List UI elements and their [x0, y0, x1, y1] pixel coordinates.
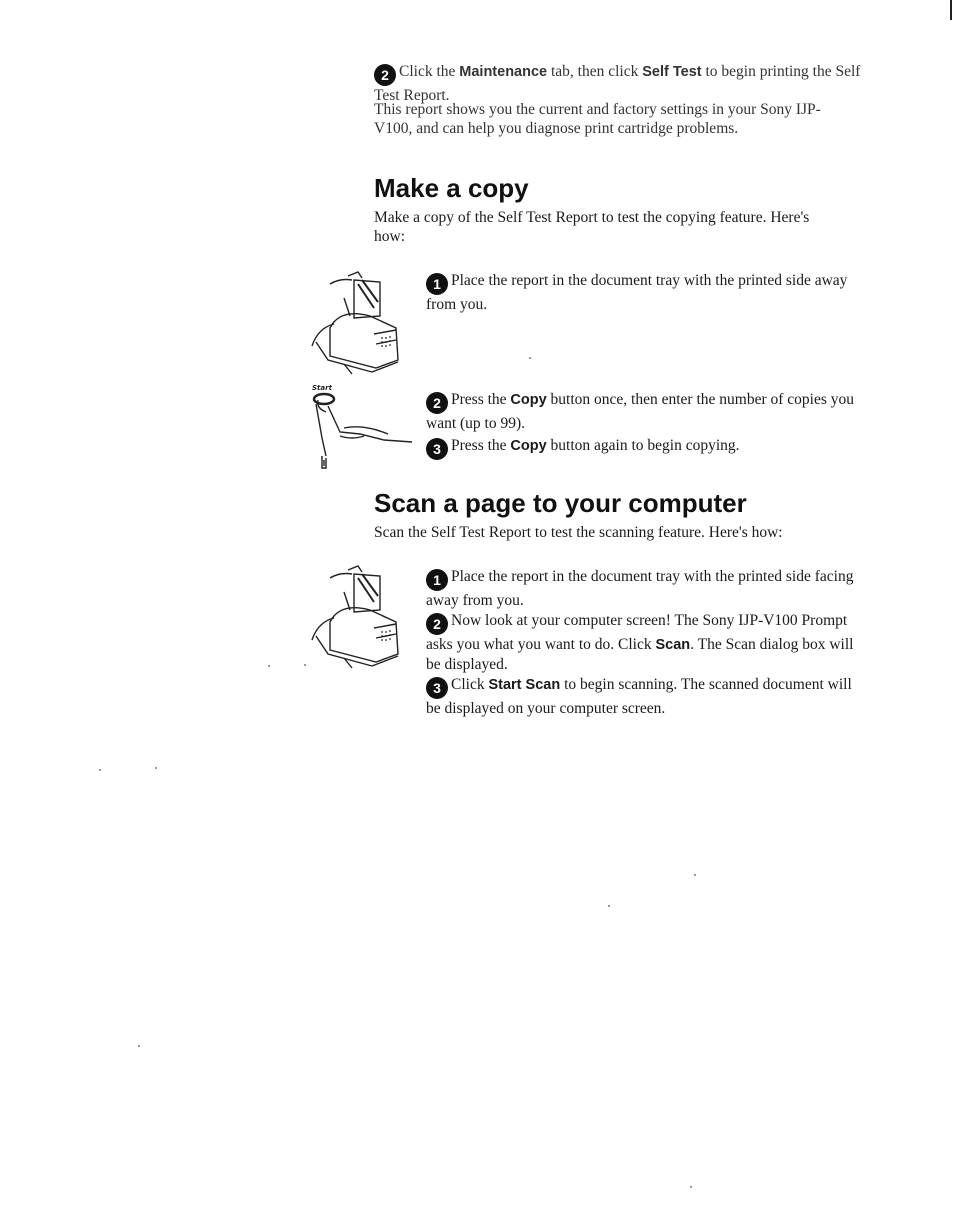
scan-speck [138, 1045, 140, 1047]
copy-step-3: 3 Press the Copy button again to begin copying. [426, 436, 856, 460]
self-test-label: Self Test [642, 64, 702, 80]
maintenance-step: 2 Click the Maintenance tab, then click Self Test to begin printing the Self Test Report. [374, 63, 861, 104]
printer-illustration [300, 268, 410, 380]
copy-step-2: 2 Press the Copy button once, then enter the number of copies you want (up to 99). [426, 391, 855, 432]
start-scan-button-label: Start Scan [488, 677, 561, 693]
scan-step-2: 2 Now look at your computer screen! The Sony IJP-V100 Prompt asks you what you want to do. Click Scan. The Scan dialog box will be displayed. [426, 612, 854, 673]
scan-speck [694, 874, 696, 876]
maintenance-tab-label: Maintenance [459, 64, 548, 80]
scan-button-label: Scan [655, 637, 691, 653]
start-button-illustration [304, 384, 416, 472]
scan-step-1: 1 Place the report in the document tray with the printed side facing away from you. [426, 568, 854, 609]
printer-illustration [300, 562, 410, 674]
start-label: Start [312, 384, 332, 392]
make-copy-heading: Make a copy [374, 173, 529, 203]
step-number-badge: 1 [426, 569, 448, 591]
scan-speck [304, 664, 306, 666]
scan-heading: Scan a page to your computer [374, 488, 747, 518]
scan-speck [690, 1186, 692, 1188]
scan-speck [155, 767, 157, 769]
make-copy-intro: Make a copy of the Self Test Report to test the copying feature. Here's how: [374, 209, 810, 245]
printer-with-paper-icon [300, 268, 410, 380]
scan-step-3: 3 Click Start Scan to begin scanning. The scanned document will be displayed on your computer screen. [426, 676, 852, 717]
scan-speck [268, 665, 270, 667]
copy-step-1: 1 Place the report in the document tray with the printed side away from you. [426, 272, 848, 313]
printer-with-paper-icon [300, 562, 410, 674]
step-number-badge: 3 [426, 677, 448, 699]
finger-pressing-start-icon [304, 384, 416, 472]
step-number-badge: 2 [374, 64, 396, 86]
step-number-badge: 3 [426, 438, 448, 460]
scan-speck [99, 769, 101, 771]
report-description: This report shows you the current and factory settings in your Sony IJP-V100, and can help you diagnose print cartridge problems. [374, 101, 821, 137]
copy-button-label: Copy [510, 438, 547, 454]
scan-intro: Scan the Self Test Report to test the scanning feature. Here's how: [374, 524, 783, 541]
scan-speck [529, 357, 531, 359]
copy-button-label: Copy [510, 392, 547, 408]
step-number-badge: 1 [426, 273, 448, 295]
step-number-badge: 2 [426, 613, 448, 635]
step-number-badge: 2 [426, 392, 448, 414]
scan-speck [608, 905, 610, 907]
page-edge-mark [950, 0, 952, 20]
